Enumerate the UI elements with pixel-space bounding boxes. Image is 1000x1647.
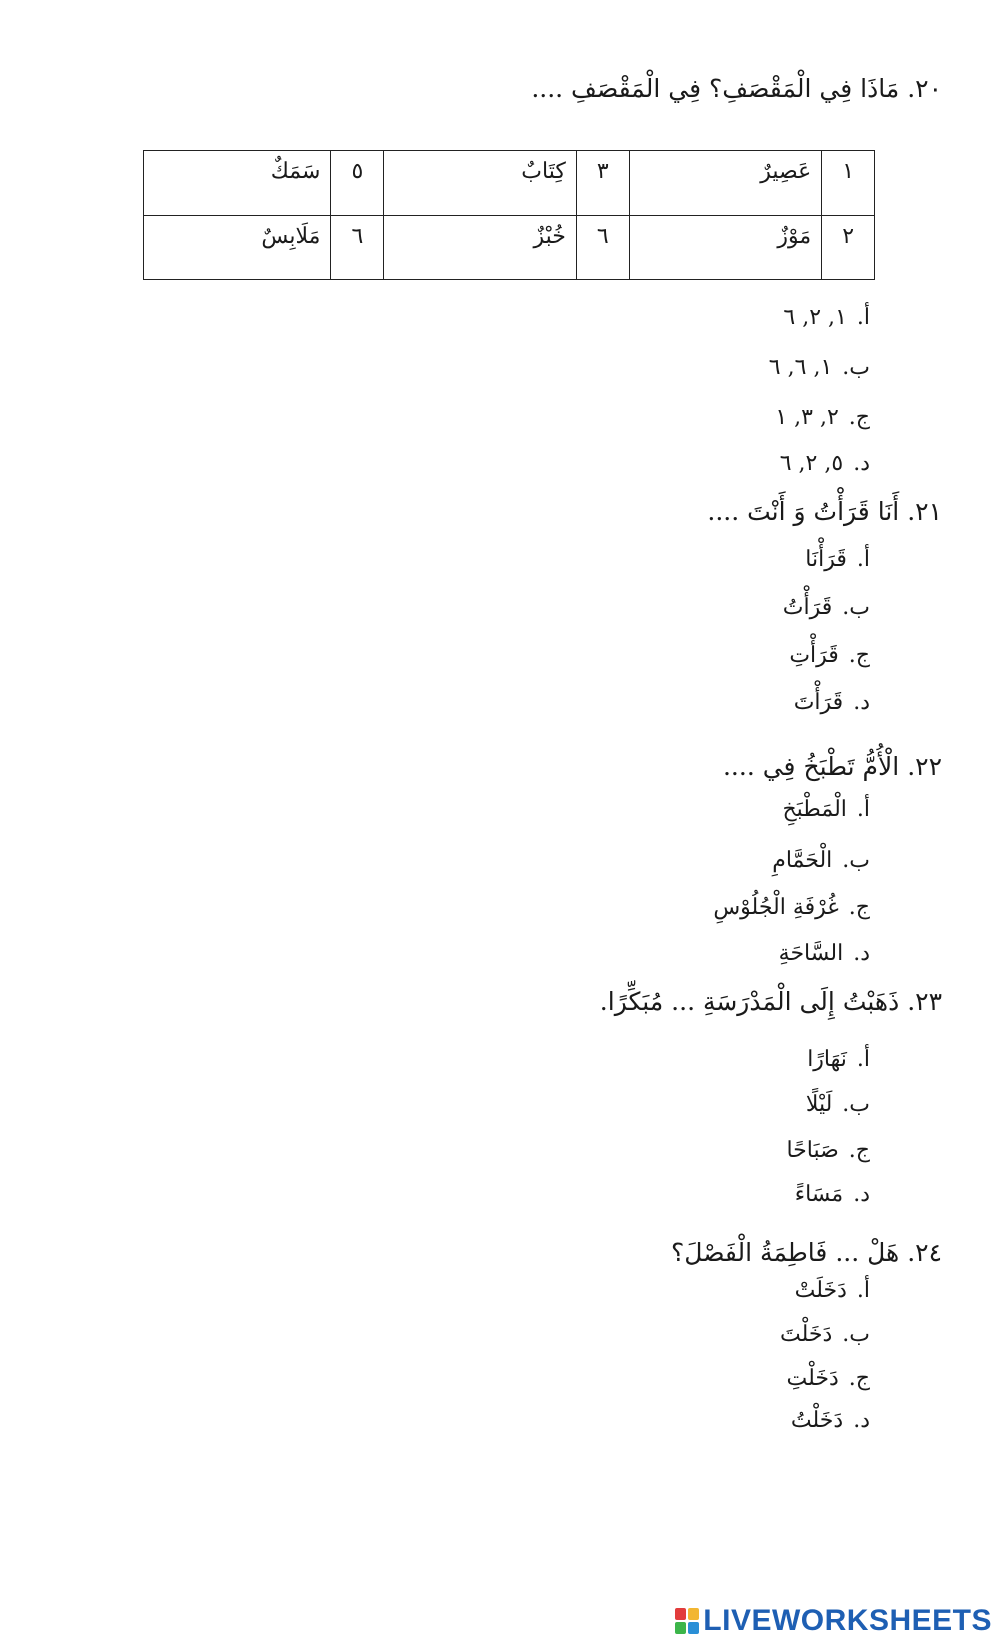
option-label: أ. — [856, 797, 870, 822]
option-label: أ. — [856, 1278, 870, 1303]
option-c[interactable] — [713, 895, 870, 920]
option-text: دَخَلْتُ — [790, 1408, 844, 1433]
option-c[interactable] — [775, 405, 870, 430]
option-text: قَرَأْنَا — [805, 547, 847, 572]
question-number: ٢١. — [907, 497, 942, 526]
option-d[interactable] — [795, 1182, 870, 1207]
liveworksheets-logo — [675, 1601, 992, 1641]
option-label: د. — [853, 1408, 870, 1433]
logo-text: LIVEWORKSHEETS — [703, 1604, 992, 1637]
option-text: دَخَلَتْ — [794, 1278, 847, 1303]
option-text: الْحَمَّامِ — [772, 848, 833, 873]
option-c[interactable] — [786, 1138, 870, 1163]
table-cell-word: عَصِيرٌ — [629, 151, 822, 216]
option-label: ب. — [842, 1322, 870, 1347]
option-text: قَرَأْتِ — [789, 643, 839, 668]
option-label: أ. — [856, 547, 870, 572]
option-a[interactable] — [805, 547, 870, 572]
option-b[interactable] — [783, 595, 870, 620]
option-text: ٥, ٢, ٦ — [779, 451, 844, 476]
option-a[interactable] — [782, 797, 870, 822]
question-text: ذَهَبْتُ إِلَى الْمَدْرَسَةِ ... مُبَكِّرًا. — [599, 987, 900, 1016]
option-text: الْمَطْبَخِ — [782, 797, 847, 822]
option-label: ب. — [842, 595, 870, 620]
table-cell-number: ٦ — [331, 215, 384, 280]
option-text: ١, ٢, ٦ — [783, 305, 847, 330]
option-text: غُرْفَةِ الْجُلُوْسِ — [713, 895, 839, 920]
table-cell-word: خُبْزٌ — [384, 215, 577, 280]
table-row — [144, 215, 875, 280]
option-text: دَخَلْتَ — [779, 1322, 833, 1347]
option-a[interactable] — [807, 1047, 870, 1072]
question-text: هَلْ ... فَاطِمَةُ الْفَصْلَ؟ — [671, 1238, 900, 1267]
option-label: د. — [853, 1182, 870, 1207]
option-label: ب. — [842, 1092, 870, 1117]
question-text: الْأُمُّ تَطْبَخُ فِي .... — [722, 752, 900, 781]
option-label: ج. — [848, 1366, 870, 1391]
table-cell-number: ١ — [822, 151, 875, 216]
question-text: أَنَا قَرَأْتُ وَ أَنْتَ .... — [707, 497, 900, 526]
option-b[interactable] — [769, 355, 870, 380]
option-d[interactable] — [794, 690, 870, 715]
table-cell-word: مَوْزٌ — [629, 215, 822, 280]
option-d[interactable] — [791, 1408, 870, 1433]
option-text: نَهَارًا — [807, 1047, 847, 1072]
table-cell-number: ٣ — [576, 151, 629, 216]
option-text: صَبَاحًا — [786, 1138, 839, 1163]
option-label: ج. — [848, 895, 870, 920]
option-label: ب. — [842, 355, 870, 380]
option-label: د. — [853, 690, 870, 715]
items-table — [143, 150, 875, 280]
table-row — [144, 151, 875, 216]
option-text: قَرَأْتُ — [782, 595, 833, 620]
table-cell-number: ٢ — [822, 215, 875, 280]
option-label: ج. — [848, 1138, 870, 1163]
option-c[interactable] — [789, 643, 870, 668]
table-cell-word: سَمَكٌ — [144, 151, 331, 216]
option-label: د. — [853, 941, 870, 966]
question-number: ٢٣. — [907, 987, 942, 1016]
option-b[interactable] — [780, 1322, 870, 1347]
table-cell-number: ٥ — [331, 151, 384, 216]
question-22 — [723, 752, 942, 781]
question-20 — [531, 74, 942, 103]
table-cell-word: مَلَابِسٌ — [144, 215, 331, 280]
question-text: مَاذَا فِي الْمَقْصَفِ؟ فِي الْمَقْصَفِ .... — [531, 74, 900, 103]
option-text: مَسَاءً — [794, 1182, 844, 1207]
option-text: قَرَأْتَ — [793, 690, 844, 715]
option-b[interactable] — [806, 1092, 870, 1117]
option-label: أ. — [856, 305, 870, 330]
question-21 — [707, 497, 942, 526]
table-cell-number: ٦ — [576, 215, 629, 280]
question-24 — [671, 1238, 942, 1267]
logo-icon — [675, 1608, 699, 1634]
question-23 — [600, 987, 942, 1016]
option-b[interactable] — [772, 848, 870, 873]
option-a[interactable] — [795, 1278, 870, 1303]
option-d[interactable] — [779, 941, 870, 966]
option-text: ١, ٦, ٦ — [768, 355, 833, 380]
option-a[interactable] — [783, 305, 870, 330]
question-number: ٢٢. — [907, 752, 942, 781]
question-number: ٢٤. — [907, 1238, 942, 1267]
option-c[interactable] — [787, 1366, 871, 1391]
option-label: أ. — [856, 1047, 870, 1072]
option-text: لَيْلًا — [805, 1092, 833, 1117]
table-cell-word: كِتَابٌ — [384, 151, 577, 216]
option-label: د. — [853, 451, 870, 476]
option-text: ٢, ٣, ١ — [775, 405, 839, 430]
option-d[interactable] — [780, 451, 870, 476]
option-label: ج. — [848, 643, 870, 668]
question-number: ٢٠. — [907, 74, 942, 103]
option-text: السَّاحَةِ — [778, 941, 844, 966]
option-label: ب. — [842, 848, 870, 873]
option-text: دَخَلْتِ — [786, 1366, 839, 1391]
option-label: ج. — [848, 405, 870, 430]
